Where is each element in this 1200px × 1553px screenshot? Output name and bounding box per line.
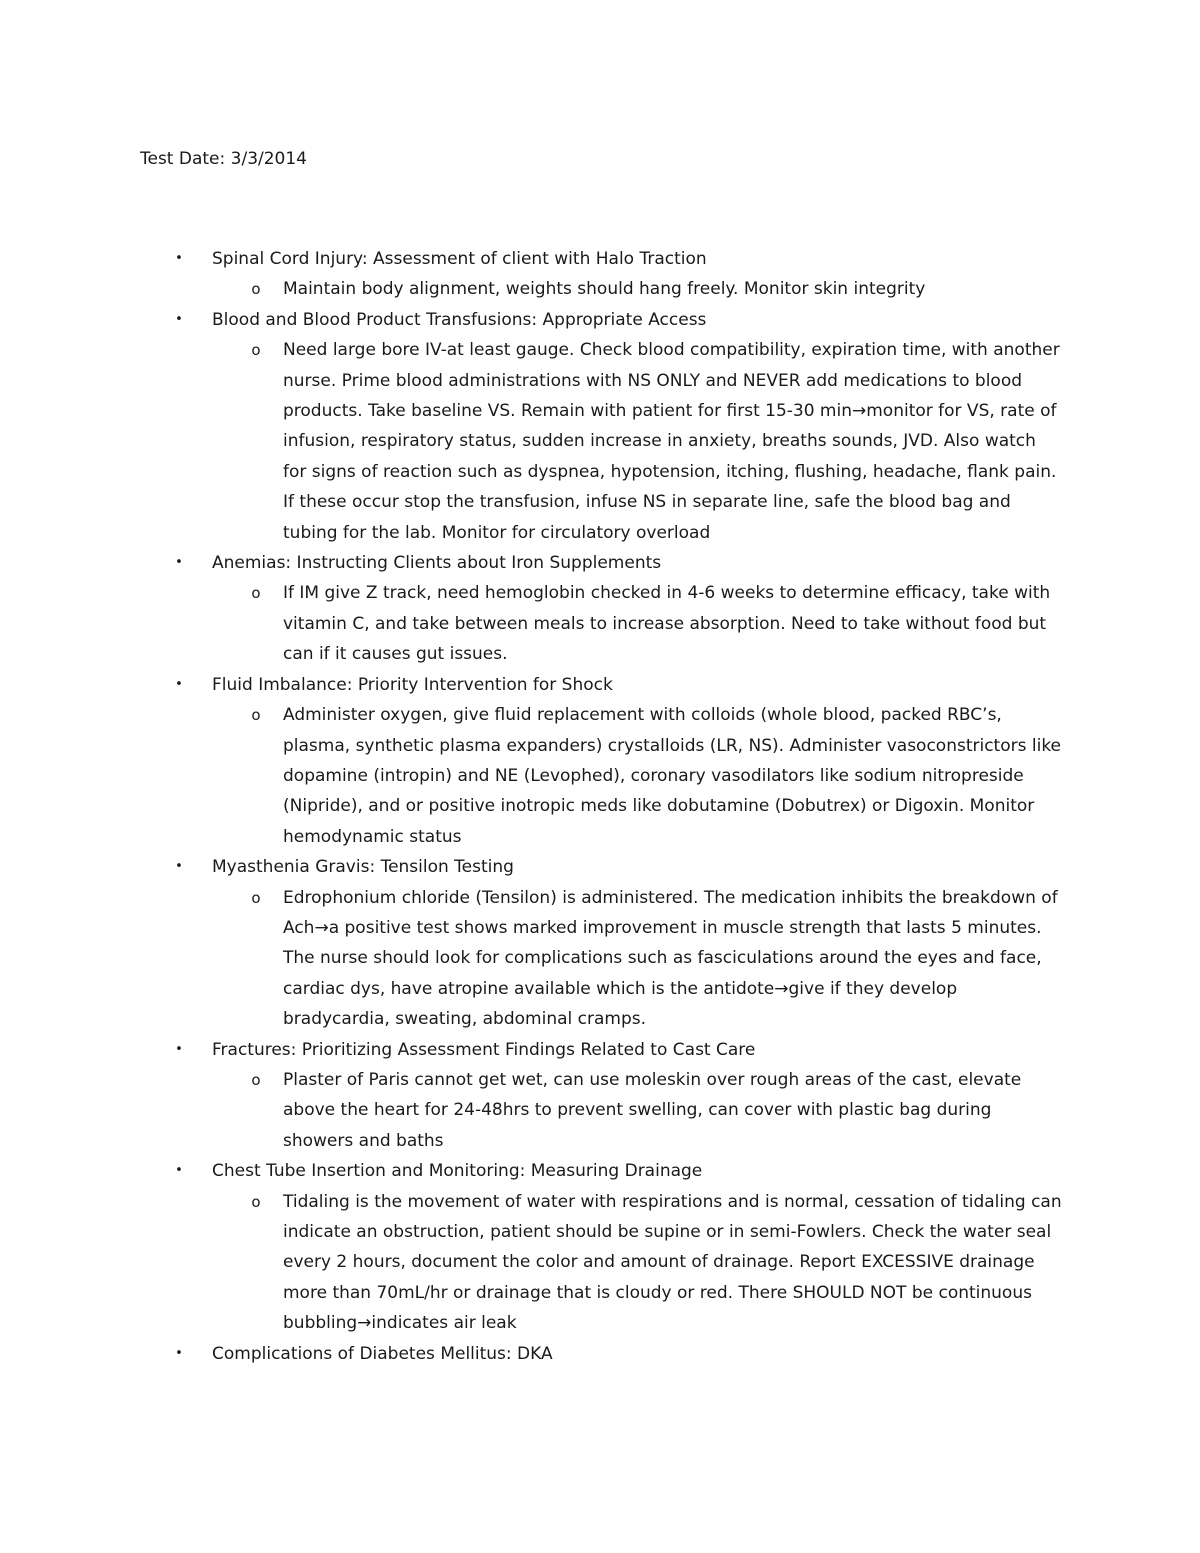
detail-text: Need large bore IV-at least gauge. Check blood compatibility, expiration time, with another nurse. Prime blood administrations with NS ONLY and NEVER add medications to blood products. Take baseline VS. Remain with patient for first 15-30 min→monitor for VS, rate of infusion, respiratory status, sudden increase in anxiety, breaths sounds, JVD. Also watch for signs of reaction such as dyspnea, hypotension, itching, flushing, headache, flank pain. If these occur stop the transfusion, infuse NS in separate line, safe the blood bag and tubing for the lab. Monitor for circulatory overload — [283, 340, 1060, 543]
topic-title: Myasthenia Gravis: Tensilon Testing — [212, 857, 514, 878]
topic-title: Spinal Cord Injury: Assessment of client with Halo Traction — [212, 249, 707, 269]
bullet-icon: • — [175, 1041, 183, 1057]
sub-bullet-icon: o — [251, 280, 261, 299]
topic-detail — [0, 578, 1063, 669]
detail-text: If IM give Z track, need hemoglobin checked in 4-6 weeks to determine efficacy, take with vitamin C, and take between meals to increase absorption. Need to take without food but can if it causes gut issues. — [283, 583, 1051, 665]
bullet-icon: • — [175, 251, 183, 266]
topic-title: Fractures: Prioritizing Assessment Findings Related to Cast Care — [212, 1039, 756, 1060]
detail-text: Plaster of Paris cannot get wet, can use moleskin over rough areas of the cast, elevate above the heart for 24-48hrs to prevent swelling, can cover with plastic bag during showers and baths — [283, 1069, 1022, 1151]
topic-detail — [0, 335, 1063, 548]
sub-bullet-icon: o — [251, 341, 261, 360]
sub-bullet-icon: o — [251, 706, 261, 725]
topic-title: Complications of Diabetes Mellitus: DKA — [212, 1343, 553, 1364]
topic-detail — [0, 883, 1063, 1035]
sub-bullet-icon: o — [251, 1192, 261, 1211]
bullet-icon: • — [175, 859, 183, 875]
topic-title: Chest Tube Insertion and Monitoring: Measuring Drainage — [212, 1161, 703, 1182]
test-date: Test Date: 3/3/2014 — [140, 149, 307, 169]
topic-item — [0, 305, 1200, 548]
detail-text: Administer oxygen, give fluid replacement with colloids (whole blood, packed RBC’s, plasma, synthetic plasma expanders) crystalloids (LR, NS). Administer vasoconstrictors like dopamine (intropin) and NE (Levophed), coronary vasodilators like sodium nitropreside (Nipride), and or positive inotropic meds like dobutamine (Dobutrex) or Digoxin. Monitor hemodynamic status — [283, 705, 1062, 847]
bullet-icon: • — [175, 555, 183, 571]
bullet-icon: • — [175, 311, 183, 327]
topic-item — [0, 852, 1200, 1034]
detail-text: Edrophonium chloride (Tensilon) is administered. The medication inhibits the breakdown of Ach→a positive test shows marked improvement in muscle strength that lasts 5 minutes. The nurse should look for complications such as fasciculations around the eyes and face, cardiac dys, have atropine available which is the antidote→give if they develop bradycardia, sweating, abdominal cramps. — [283, 887, 1058, 1030]
topic-item — [0, 1339, 1200, 1369]
topic-detail — [0, 1065, 1063, 1156]
topic-title: Fluid Imbalance: Priority Intervention for Shock — [212, 674, 613, 695]
topic-item — [0, 670, 1200, 852]
bullet-icon: • — [175, 1345, 183, 1361]
topic-detail — [0, 274, 1063, 304]
topic-list — [0, 244, 1200, 1369]
topic-item — [0, 548, 1200, 670]
sub-bullet-icon: o — [251, 888, 261, 907]
topic-detail — [0, 700, 1063, 852]
sub-bullet-icon: o — [251, 584, 261, 603]
detail-text: Maintain body alignment, weights should hang freely. Monitor skin integrity — [283, 279, 926, 300]
sub-bullet-icon: o — [251, 1070, 261, 1089]
topic-detail — [0, 1187, 1063, 1339]
bullet-icon: • — [175, 676, 183, 692]
bullet-icon: • — [175, 1163, 183, 1179]
topic-title: Blood and Blood Product Transfusions: Appropriate Access — [212, 309, 707, 330]
topic-item — [0, 244, 1200, 305]
topic-item — [0, 1156, 1200, 1338]
topic-title: Anemias: Instructing Clients about Iron Supplements — [212, 553, 662, 574]
detail-text: Tidaling is the movement of water with respirations and is normal, cessation of tidaling can indicate an obstruction, patient should be supine or in semi-Fowlers. Check the water seal every 2 hours, document the color and amount of drainage. Report EXCESSIVE drainage more than 70mL/hr or drainage that is cloudy or red. There SHOULD NOT be continuous bubbling→indicates air leak — [283, 1191, 1062, 1334]
topic-item — [0, 1035, 1200, 1157]
